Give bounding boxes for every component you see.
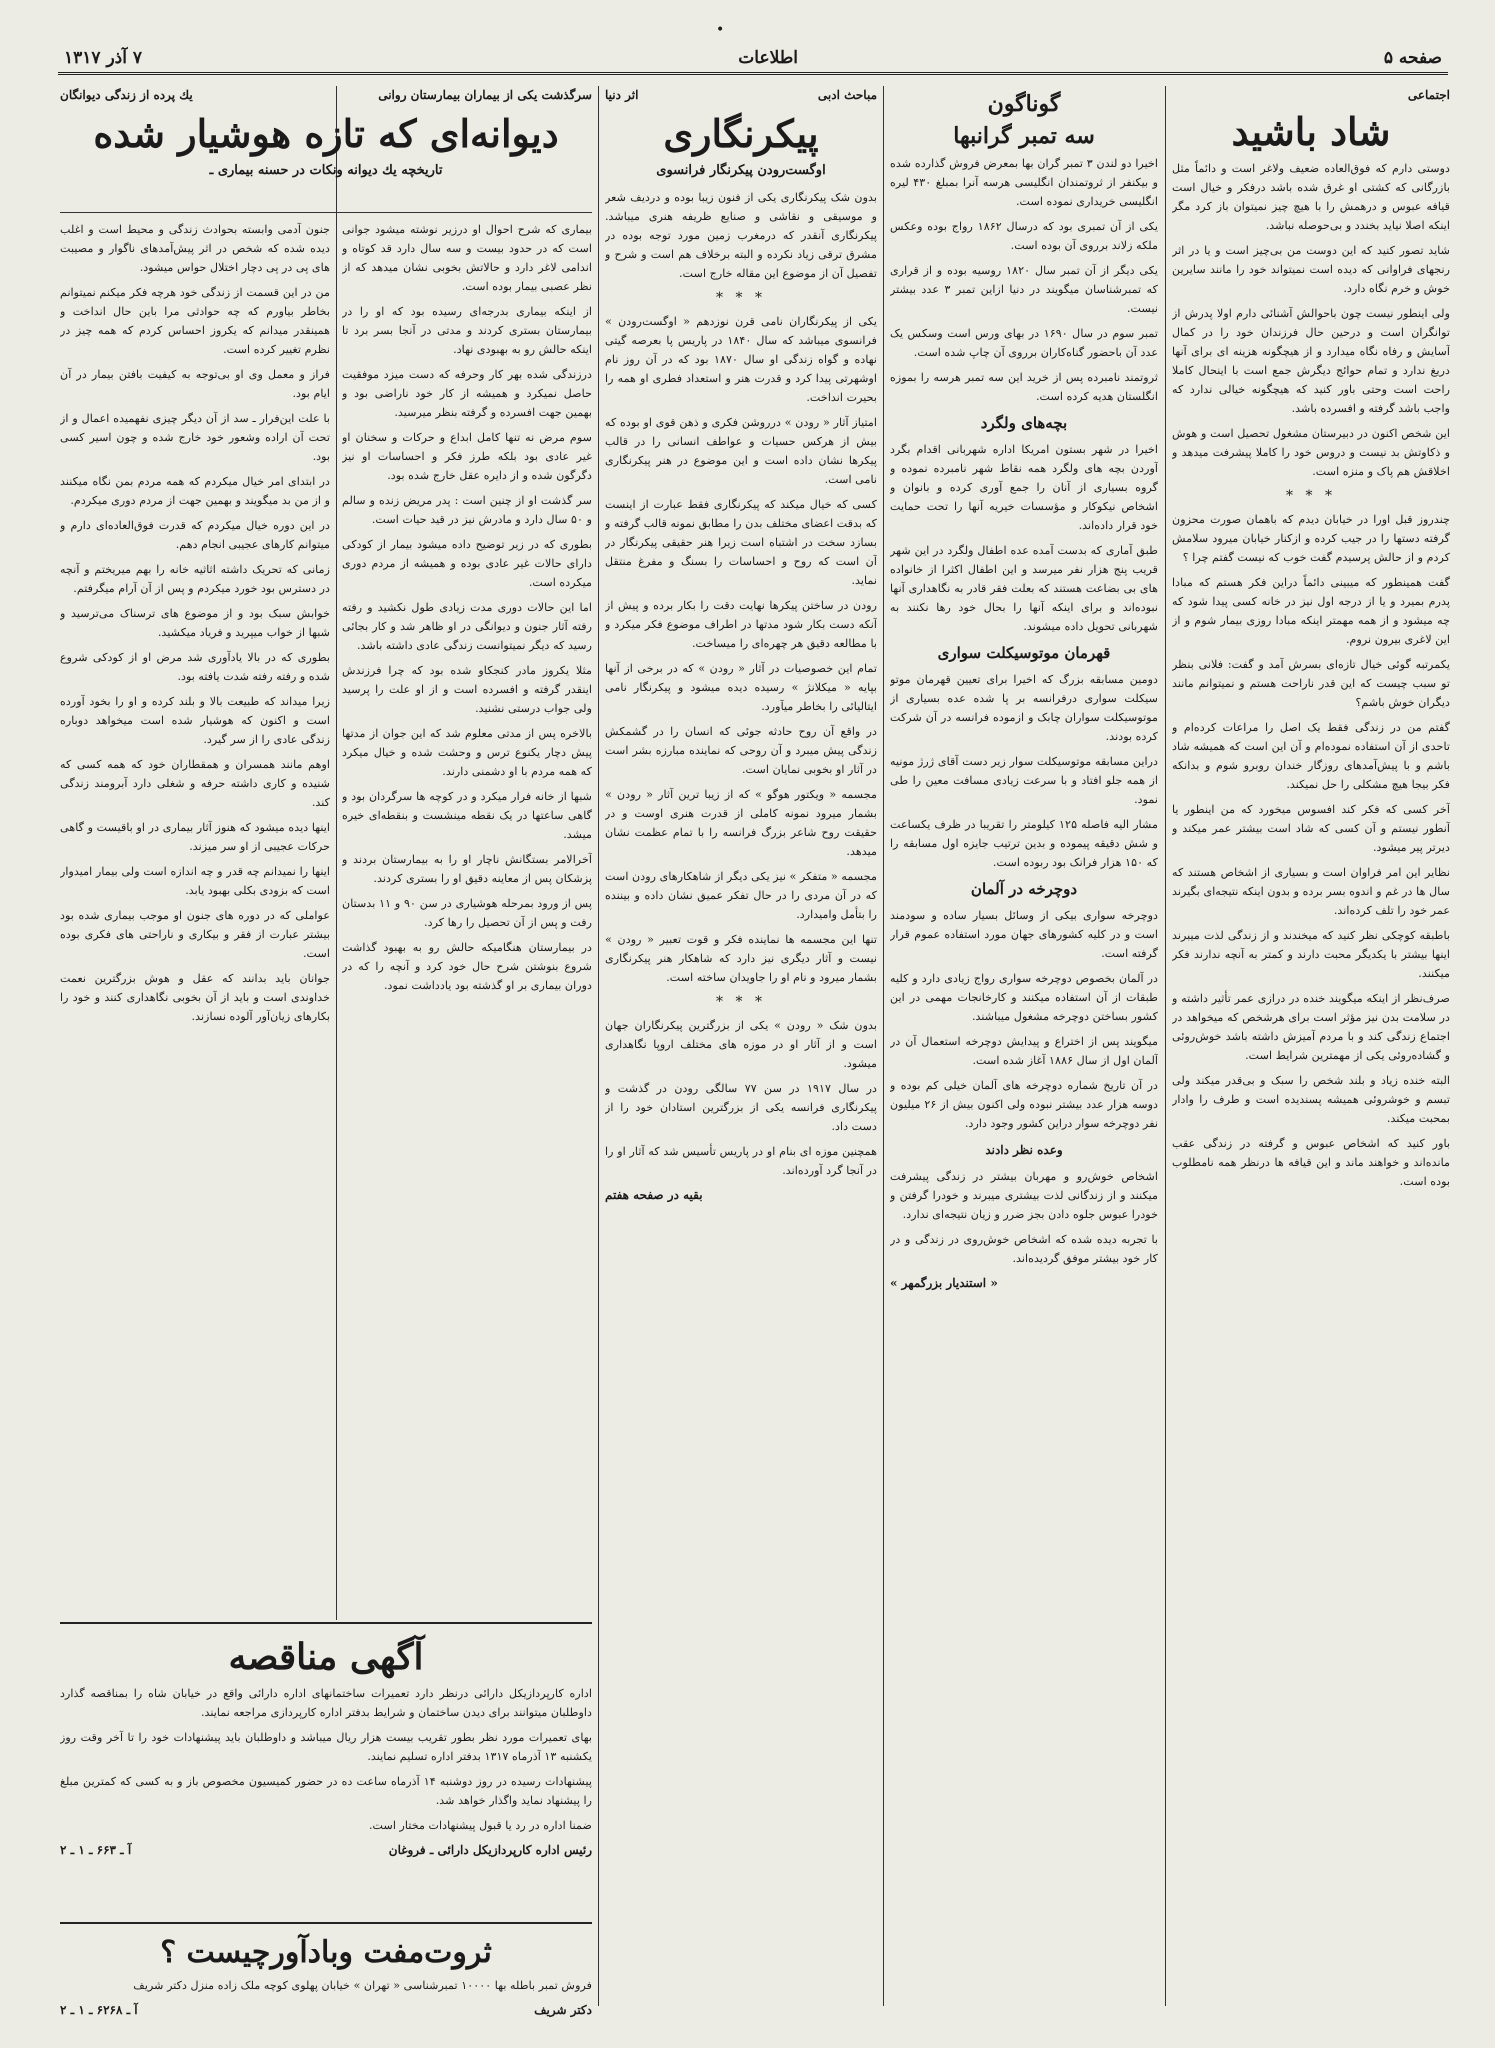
- paragraph: در ابتدای امر خیال میکردم که همه مردم بمن نگاه میکنند و از من بد میگویند و بهمین جهت از مردم دوری میکردم.: [60, 475, 330, 507]
- paragraph: یکمرتبه گوئی خیال تازه‌ای بسرش آمد و گفت: فلانی بنظر تو سبب چیست که این قدر ناراحت هستم و نمیتوانم مانند دیگران خوش باشم؟: [1172, 658, 1450, 709]
- article-header-madman: [60, 86, 592, 236]
- kicker-madmen-life: یك پرده از زندگی دیوانگان: [60, 88, 193, 102]
- paragraph: دوچرخه سواری بیکی از وسائل بسیار ساده و سودمند است و در کلیه کشورهای جهان مورد استفاده عموم قرار گرفته است.: [890, 909, 1158, 960]
- paragraph: زیرا میداند که طبیعت بالا و بلند کرده و او را بخود آورده است و اکنون که هوشیار شده است میخواهد دوباره زندگی عادی را از سر گیرد.: [60, 695, 330, 746]
- header-rule: [60, 212, 592, 213]
- ad-code: آ ـ ۶۶۳ ـ ۱ ـ ۲: [60, 1843, 132, 1857]
- kicker-source: اثر دنیا: [605, 88, 639, 102]
- column-rule: [883, 86, 884, 2006]
- paper-name: اطلاعات: [738, 48, 798, 68]
- ad-paragraph: فروش تمبر باطله بها ۱۰۰۰۰ تمبرشناسی « تهران » خیابان پهلوی کوچه ملک زاده منزل دکتر شریف: [133, 1979, 592, 1992]
- column-madman-b: [60, 220, 330, 1615]
- article-title-motorcycle-champion: قهرمان موتوسیکلت سواری: [937, 644, 1111, 662]
- article-title-opinion: وعده نظر دادند: [985, 1143, 1063, 1157]
- paragraph: در این دوره خیال میکردم که قدرت فوق‌العاده‌ای دارم و میتوانم کارهای عجیبی انجام دهم.: [60, 519, 330, 551]
- paragraph: مجسمه « ویکتور هوگو » که از زیبا ترین آثار « رودن » بشمار میرود نمونه کاملی از قدرت هنری اوست و در حقیقت روح شاعر بزرگ فرانسه را با تمام عظمت نشان میدهد.: [605, 788, 877, 858]
- kicker-patient-story: سرگذشت یکی از بیماران بیمارستان روانی: [378, 88, 592, 102]
- paragraph: باور کنید که اشخاص عبوس و گرفته در زندگی عقب مانده‌اند و خواهند ماند و این قیافه ها درنظر همه نامطلوب بوده است.: [1172, 1137, 1450, 1188]
- paragraph: سوم مرض نه تنها کامل ابداع و حرکات و سخنان او غیر عادی بود بلکه طرز فکر و احساسات او نیز دگرگون شده و از دایره عقل خارج شده بود.: [342, 431, 592, 482]
- paragraph: مشار الیه فاصله ۱۲۵ کیلومتر را تقریبا در ظرف یکساعت و شش دقیقه پیموده و بدین ترتیب جایزه اول مسابقه را که ۱۵۰ هزار فرانک بود ربوده است.: [890, 818, 1158, 869]
- paragraph: تنها این مجسمه ها نماینده فکر و قوت تعبیر « رودن » نیست و آثار دیگری نیز دارد که شاهکار هنر پیکرنگاری بشمار میرود و نام او را جاویدان ساخته است.: [605, 933, 877, 984]
- ad-stamps-title: ثروت‌مفت وبادآورچیست ؟: [160, 1935, 492, 1970]
- paragraph: دومین مسابقه بزرگ که اخیرا برای تعیین قهرمان موتو سیکلت سواری درفرانسه بر پا شده عده بسیاری از موتوسیکلت سواران چابک و ازموده فرانسه در آن شرکت کرده بودند.: [890, 673, 1158, 743]
- kicker-literary: مباحث ادبی: [817, 88, 877, 102]
- paragraph: سر گذشت او از چنین است : پدر مریض زنده و سالم و ۵۰ سال دارد و مادرش نیز در قید حیات است.: [342, 494, 592, 526]
- paragraph: من در این قسمت از زندگی خود هرچه فکر میکنم نمیتوانم بخاطر بیاورم که چه حوادثی مرا باین حال انداخت و همینقدر میدانم که یکروز احساس کردم که همه چیز در نظرم تغییر کرده است.: [60, 286, 330, 356]
- ad-footer: [60, 2001, 592, 2020]
- paragraph: رودن در ساختن پیکرها نهایت دقت را بکار برده و پیش از آنکه دست بکار شود مدتها در اطراف موضوع فکر میکرد و با مطالعه دقیق هر چهره‌ای را میساخت.: [605, 599, 877, 650]
- article-subtitle-madman: تاریخچه یك دیوانه ونکات در حسنه بیماری ـ: [209, 163, 443, 178]
- column-rule: [598, 86, 599, 2006]
- column-madman-a: [342, 220, 592, 1615]
- paragraph: بدون شک پیکرنگاری یکی از فنون زیبا بوده و دردیف شعر و موسیقی و نقاشی و صنایع ظریفه هنری میباشد. پیکرنگاری آنقدر که درمغرب زمین مورد توجه بوده در مشرق ترقی زیاد نکرده و البته برخلاف هم است و شرح و تفصیل آن از موضوع این مقاله خارج است.: [605, 191, 877, 280]
- section-divider: * * *: [1286, 488, 1336, 504]
- paragraph: اوهم مانند همسران و همقطاران خود که همه کسی که شنیده و کاری داشته حرفه و شغلی دارد آبرومند زندگی کند.: [60, 758, 330, 809]
- paragraph: نظایر این امر فراوان است و بسیاری از اشخاص هستند که سال ها در غم و اندوه بسر برده و بدون اینکه نتیجه‌ای بگیرند عمر خود را تلف کرده‌اند.: [1172, 866, 1450, 917]
- paragraph: اینها را نمیدانم چه قدر و چه اندازه است ولی بیمار امیدوار است که بزودی بکلی بهبود یابد.: [60, 865, 330, 897]
- paragraph: آخرالامر بستگانش ناچار او را به بیمارستان بردند و پزشکان پس از معاینه دقیق او را بستری کردند.: [342, 853, 592, 885]
- article-title-street-children: بچه‌های ولگرد: [980, 414, 1068, 432]
- paragraph: اخیرا دو لندن ۳ تمبر گران بها بمعرض فروش گذارده شده و بیکنفر از ثروتمندان انگلیسی هرسه آنرا بمبلغ ۴۳۰ لیره انگلیسی خریداری نموده است.: [890, 157, 1158, 208]
- ad-name: دکتر شریف: [534, 2003, 592, 2017]
- paragraph: اشخاص خوش‌رو و مهربان بیشتر در زندگی پیشرفت میکنند و از زندگانی لذت بیشتری میبرند و خودرا گرفتن و خودرا عبوس جلوه دادن بجز ضرر و زیان نتیجه‌ای ندارد.: [890, 1170, 1158, 1221]
- column-rule: [1165, 86, 1166, 2006]
- paragraph: شبها از خانه فرار میکرد و در کوچه ها سرگردان بود و گاهی ساعتها در یک نقطه مینشست و بنقطه‌ای خیره میشد.: [342, 790, 592, 841]
- paragraph: بطوری که در بالا یادآوری شد مرض او از کودکی شروع شده و رفته رفته شدت یافته بود.: [60, 651, 330, 683]
- paragraph: فراز و معمل وی او بی‌توجه به کیفیت بافتن بیمار در آن ایام بود.: [60, 368, 330, 400]
- ad-tender: [60, 1630, 592, 1920]
- paragraph: در واقع آن روح حادثه جوئی که انسان را در گشمکش زندگی پیش میبرد و آن روحی که نماینده مبارزه بشر است در آثار او بخوبی نمایان است.: [605, 725, 877, 776]
- paragraph: بالاخره پس از مدتی معلوم شد که این جوان از مدتها پیش دچار یکنوع ترس و وحشت شده و خیال میکرد که همه مردم با او دشمنی دارند.: [342, 727, 592, 778]
- ad-paragraph: اداره کارپردازیکل دارائی درنظر دارد تعمیرات ساختمانهای اداره دارائی واقع در خیابان شاه را بمناقصه گذارد داوطلبان میتوانند برای دیدن ساختمان و شرایط بدفتر اداره کارپردازی مراجعه نمایند.: [60, 1687, 592, 1719]
- column-miscellany: [890, 86, 1158, 2006]
- paragraph: میگویند پس از اختراع و پیدایش دوچرخه استعمال آن در آلمان اول از سال ۱۸۸۶ آغاز شده است.: [890, 1035, 1158, 1067]
- ad-rule: [60, 1622, 592, 1624]
- paragraph: بطوری که در زیر توضیح داده میشود بیمار از کودکی دارای حالات غیر عادی بوده و همیشه از مردم دوری میکرده است.: [342, 538, 592, 589]
- paragraph: دوستی دارم که فوق‌العاده ضعیف ولاغر است و دائماً مثل بازرگانی که کشتی او غرق شده باشد درفکر و خیال است قیافه عبوس و درهمش را با هیچ چیز نمیتوان باز کرد مگر اینکه اصلا نیاید بخندد و بی‌حوصله نباشد.: [1172, 162, 1450, 232]
- registration-dot: •: [716, 22, 725, 38]
- author-signature: « استندیار بزرگمهر »: [890, 1276, 998, 1290]
- paragraph: کسی که خیال میکند که پیکرنگاری فقط عبارت از اینست که بدقت اعضای مختلف بدن را مطابق نمونه قالب گرفته و بسازد سخت در اشتباه است زیرا هنر حقیقی پیکرنگار در آن است که روح و احساسات را بسنگ و مفرغ منتقل نماید.: [605, 498, 877, 587]
- paragraph: صرف‌نظر از اینکه میگویند خنده در درازی عمر تأثیر داشته و در سلامت بدن نیز مؤثر است برای هرشخص که میخواهد در اجتماع زندگی کند و با مردم آمیزش داشته باشد خوش‌روئی و گشاده‌روئی یکی از مهمترین شرایط است.: [1172, 992, 1450, 1062]
- article-title-stamps: سه تمبر گرانبها: [953, 123, 1095, 149]
- paragraph: پس از ورود بمرحله هوشیاری در سن ۹۰ و ۱۱ بدستان رفت و پس از آن تحصیل را رها کرد.: [342, 897, 592, 929]
- paragraph: یکی دیگر از آن تمبر سال ۱۸۲۰ روسیه بوده و از قراری که تمبرشناسان میگویند در دنیا ازاین تمبر ۳ عدد بیشتر نیست.: [890, 264, 1158, 315]
- paragraph: مثلا یکروز مادر کنجکاو شده بود که چرا فرزندش اینقدر گرفته و افسرده است و از او علت را پرسید ولی جواب درستی نشنید.: [342, 664, 592, 715]
- ad-footer: [60, 1841, 592, 1860]
- paragraph: اخیرا در شهر بستون امریکا اداره شهربانی اقدام بگرد آوردن بچه های ولگرد همه نقاط شهر نامبرده نموده و گروه بسیاری از آنان را جمع آوری کرده و بانوان و اشخاص نیکوکار و مؤسسات خیریه آنها را تحت حمایت خود قرار داده‌اند.: [890, 443, 1158, 532]
- paragraph: عواملی که در دوره های جنون او موجب بیماری شده بود بیشتر عبارت از فقر و بیکاری و ناراحتی های فکری بوده است.: [60, 909, 330, 960]
- paragraph: باطبقه کوچکی نظر کنید که میخندند و از زندگی لذت میبرند اینها بیشتر با یکدیگر محبت دارند و کمتر به آنچه ندارند فکر میکنند.: [1172, 929, 1450, 980]
- paragraph: در سال ۱۹۱۷ در سن ۷۷ سالگی رودن در گذشت و پیکرنگاری فرانسه یکی از بزرگترین استادان خود را از دست داد.: [605, 1082, 877, 1133]
- article-subtitle-rodin: اوگست‌رودن پیکرنگار فرانسوی: [656, 163, 826, 178]
- column-sculpture: [605, 86, 877, 2006]
- paragraph: از اینکه بیماری بدرجه‌ای رسیده بود که او را در بیمارستان بستری کردند و مدتی در آنجا بسر برد تا اینکه حالش رو به بهبودی نهاد.: [342, 305, 592, 356]
- paragraph: گفتم من در زندگی فقط یک اصل را مراعات کرده‌ام و تاحدی از آن استفاده نموده‌ام و آن این است که همیشه شاد باشم و با پیش‌آمدهای روزگار خندان روبرو شوم و بدانکه فکر بیجا هیچ مشکلی را حل نمیکند.: [1172, 721, 1450, 791]
- article-title-be-happy: شاد باشید: [1231, 109, 1391, 154]
- paragraph: شاید تصور کنید که این دوست من بی‌چیز است و یا در اثر رنجهای فراوانی که دیده است نمیتواند خود را مانند سایرین خوش و خرم نگاه دارد.: [1172, 244, 1450, 295]
- column-social: [1172, 86, 1450, 2006]
- masthead: [58, 44, 1448, 75]
- kicker-row: [605, 86, 877, 107]
- issue-date: ۷ آذر ۱۳۱۷: [64, 48, 143, 68]
- paragraph: تمام این خصوصیات در آثار « رودن » که در برخی از آنها بپایه « میکلانژ » رسیده دیده میشود و پیکرنگار نامی ایتالیائی را بخاطر میآورد.: [605, 662, 877, 713]
- section-divider: * * *: [716, 994, 766, 1010]
- paragraph: در بیمارستان هنگامیکه حالش رو به بهبود گذاشت شروع بنوشتن شرح حال خود کرد و آنچه را که در دوران بیماری بر او گذشته بود یادداشت نمود.: [342, 941, 592, 992]
- paragraph: زمانی که تحریک داشته اثاثیه خانه را بهم میریختم و آنچه در دسترس بود خورد میکردم و پس از آن آرام میگرفتم.: [60, 563, 330, 595]
- paragraph: البته خنده زیاد و بلند شخص را سبک و بی‌قدر میکند ولی تبسم و خوشروئی همیشه پسندیده است و طرف را وادار بمحبت میکند.: [1172, 1074, 1450, 1125]
- ad-signature: رئیس اداره کارپردازیکل دارائی ـ فروغان: [388, 1843, 592, 1857]
- ad-rule: [60, 1922, 592, 1924]
- kicker-miscellany: گوناگون: [987, 91, 1061, 117]
- paragraph: بدون شک « رودن » یکی از بزرگترین پیکرنگاران جهان است و از آثار او در موزه های مختلف اروپا نگاهداری میشود.: [605, 1019, 877, 1070]
- paragraph: مجسمه « متفکر » نیز یکی دیگر از شاهکارهای رودن است که در آن مردی را در حال تفکر عمیق نشان داده و بیننده را بتأمل وامیدارد.: [605, 870, 877, 921]
- paragraph: همچنین موزه ای بنام او در پاریس تأسیس شد که آثار او را در آنجا گرد آورده‌اند.: [605, 1145, 877, 1177]
- paragraph: خوابش سبک بود و از موضوع های ترسناک می‌ترسید و شبها از خواب میپرید و فریاد میکشید.: [60, 607, 330, 639]
- paragraph: یکی از پیکرنگاران نامی قرن نوزدهم « اوگست‌رودن » فرانسوی میباشد که سال ۱۸۴۰ در پاریس پا بعرصه گیتی نهاده و گواه زندگی او سال ۱۸۷۰ بود که در آن روز نام اوشهرتی پیدا کرد و قدرت هنر و استعداد فطری او همه را بحیرت انداخت.: [605, 315, 877, 404]
- paragraph: بیماری که شرح احوال او درزیر نوشته میشود جوانی است که در حدود بیست و سه سال دارد قد کوتاه و اندامی لاغر دارد و حالاتش بخوبی نشان میدهد که از نظر عصبی بیمار بوده است.: [342, 223, 592, 293]
- paragraph: اما این حالات دوری مدت زیادی طول نکشید و رفته رفته آثار جنون و دیوانگی در او ظاهر شد و کار بجائی رسید که دیگر نمیتوانست زندگی عادی داشته باشد.: [342, 601, 592, 652]
- paragraph: در آن تاریخ شماره دوچرخه های آلمان خیلی کم بوده و دوسه هزار عدد بیشتر نبوده ولی اکنون بیش از ۲۶ میلیون نفر دوچرخه سوار دراین کشور وجود دارد.: [890, 1079, 1158, 1130]
- paragraph: گفت همینطور که میبینی دائماً دراین فکر هستم که مبادا پدرم بمیرد و یا از درجه اول نیز در خانه کسی پیدا شود که چه میشود و از همه مهمتر اینکه مبادا روزی بیمار شوم و از این لاغری بیرون نروم.: [1172, 576, 1450, 646]
- ad-code: آ ـ ۶۲۶۸ ـ ۱ ـ ۲: [60, 2003, 138, 2017]
- continued-note: بقیه در صفحه هفتم: [605, 1188, 703, 1202]
- article-title-madman: دیوانه‌ای که تازه هوشیار شده: [93, 111, 559, 156]
- ad-stamps: [60, 1930, 592, 2030]
- ad-tender-title: آگهی مناقصه: [228, 1636, 424, 1678]
- paragraph: با تجربه دیده شده که اشخاص خوش‌روی در زندگی و در کار خود بیشتر موفق گردیده‌اند.: [890, 1233, 1158, 1265]
- paragraph: با علت این‌فرار ـ سد از آن دیگر چیزی نفهمیده اعمال و از تحت آن اراده وشعور خود خارج شده و چون اسیر کسی بود.: [60, 412, 330, 463]
- paragraph: درزندگی شده بهر کار وحرفه که دست میزد موفقیت حاصل نمیکرد و همیشه از کار خود ناراضی بود و بهمین جهت افسرده و گرفته بنظر میرسید.: [342, 368, 592, 419]
- article-title-sculpture: پیکرنگاری: [663, 111, 819, 156]
- paragraph: تمبر سوم در سال ۱۶۹۰ در بهای ورس است وسکس یک عدد آن باحضور گناه‌کاران برروی آن چاپ شده است.: [890, 327, 1158, 359]
- ad-paragraph: ضمنا اداره در رد یا قبول پیشنهادات مختار است.: [368, 1819, 592, 1832]
- ad-paragraph: پیشنهادات رسیده در روز دوشنبه ۱۴ آذرماه ساعت ده در حضور کمیسیون مخصوص باز و به کسی که کمترین مبلغ را پیشنهاد نماید واگذار خواهد شد.: [60, 1775, 592, 1807]
- section-divider: * * *: [716, 290, 766, 306]
- paragraph: در آلمان بخصوص دوچرخه سواری رواج زیادی دارد و کلیه طبقات از آن استفاده میکنند و کارخانجات مهمی در این کشور بساختن دوچرخه مشغول میباشند.: [890, 972, 1158, 1023]
- page-label: صفحه ۵: [1383, 48, 1442, 68]
- paragraph: اینها دیده میشود که هنوز آثار بیماری در او باقیست و گاهی حرکات عجیبی از او سر میزند.: [60, 821, 330, 853]
- paragraph: آخر کسی که فکر کند افسوس میخورد که من اینطور یا آنطور نیستم و آن کسی که شاد است بیشتر عمر میکند و دیرتر پیر میشود.: [1172, 803, 1450, 854]
- paragraph: امتیاز آثار « رودن » درروشن فکری و ذهن قوی او بوده که بیش از هرکس حسیات و عواطف انسانی را در قالب پیکرها نشان داده است و این موضوع در هنر پیکرنگاری نامی است.: [605, 416, 877, 486]
- kicker-social: اجتماعی: [1407, 88, 1450, 102]
- paragraph: یکی از آن تمبری بود که درسال ۱۸۶۲ رواج بوده وعکس ملکه زلاند برروی آن بوده است.: [890, 220, 1158, 252]
- column-rule: [336, 86, 337, 1620]
- paragraph: جنون آدمی وابسته بحوادث زندگی و محیط است و اغلب دیده شده که شخص در اثر پیش‌آمدهای ناگوار و مصیبت های پی در پی دچار اختلال حواس میشود.: [60, 223, 330, 274]
- paragraph: چندروز قبل اورا در خیابان دیدم که باهمان صورت محزون گرفته دستها را در جیب کرده و ازکنار خیابان میرود سلامش کردم و از حالش پرسیدم گفت خوب که نیست گفتم چرا ؟: [1172, 513, 1450, 564]
- paragraph: ثروتمند نامبرده پس از خرید این سه تمبر هرسه را بموزه انگلستان هدیه کرده است.: [890, 371, 1158, 403]
- paragraph: جوانان باید بدانند که عقل و هوش بزرگترین نعمت خداوندی است و باید از آن بخوبی نگاهداری کنند و خود را بکارهای زیان‌آور آلوده نسازند.: [60, 972, 330, 1023]
- kicker-row: [60, 86, 592, 107]
- ad-paragraph: بهای تعمیرات مورد نظر بطور تقریب بیست هزار ریال میباشد و داوطلبان باید پیشنهادات خود را تا آخر وقت روز یکشنبه ۱۳ آذرماه ۱۳۱۷ بدفتر اداره تسلیم نمایند.: [60, 1731, 592, 1763]
- paragraph: دراین مسابقه موتوسیکلت سوار زیر دست آقای ژرژ مونیه از همه جلو افتاد و با سرعت زیادی مسافت معین را طی نمود.: [890, 755, 1158, 806]
- paragraph: این شخص اکنون در دبیرستان مشغول تحصیل است و هوش و ذکاوتش بد نیست و دروس خود را کاملا پیشرفت میدهد و اخلاقش هم پاک و منزه است.: [1172, 427, 1450, 478]
- paragraph: طبق آماری که بدست آمده عده اطفال ولگرد در این شهر قریب پنج هزار نفر میرسد و این اطفال اکثرا از خانواده های بی بضاعت هستند که بعلت فقر قادر به نگاهداری آنها نبوده‌اند و برای اینکه آنها را بحال خود رها نکنند به شهربانی تحویل داده میشوند.: [890, 544, 1158, 633]
- article-title-bicycles-germany: دوچرخه در آلمان: [970, 880, 1078, 898]
- paragraph: ولی اینطور نیست چون باحوالش آشنائی دارم اولا پدرش از توانگران است و درحین حال فرزندان خود را در کمال آسایش و رفاه نگاه میدارد و از هیچگونه هزینه ای برای آنها دریغ ندارد و تمام حوائج دیگرش جمع است با اینحال کاملا راحت است وحتی باور کنید که هیچگونه خیالی ندارد که واجب باشد گرفته و افسرده باشد.: [1172, 307, 1450, 415]
